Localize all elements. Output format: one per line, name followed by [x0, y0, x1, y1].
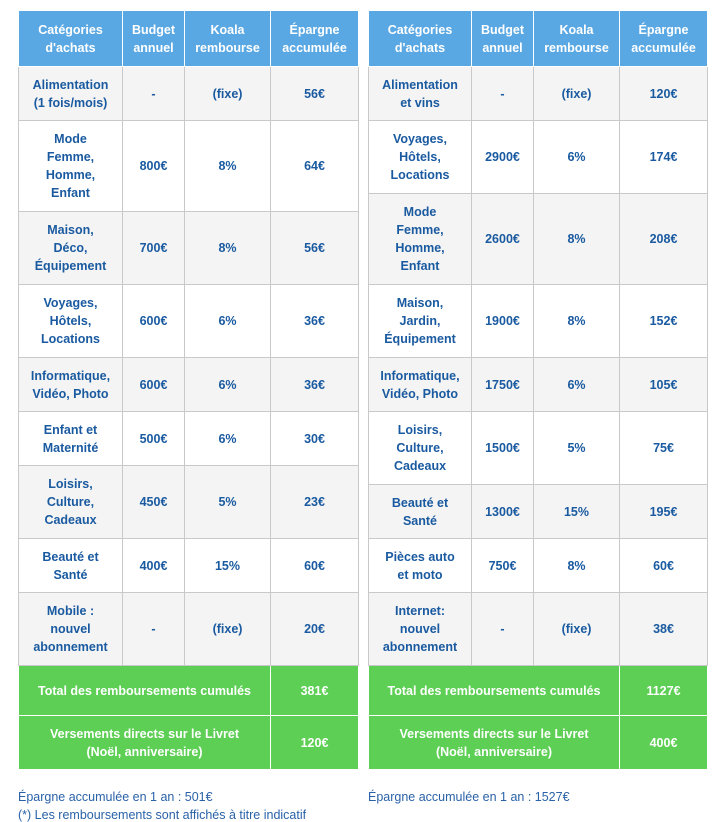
rate-cell: 6%: [185, 412, 271, 466]
category-cell: Maison, Jardin, Équipement: [369, 285, 472, 358]
table-row: [19, 466, 359, 539]
table-row: [369, 358, 708, 412]
budget-cell: 500€: [123, 412, 185, 466]
category-cell: Mobile : nouvel abonnement: [19, 593, 123, 666]
rate-cell: 5%: [534, 412, 620, 485]
savings-cell: 20€: [271, 593, 359, 666]
header-savings: Épargne accumulée: [271, 11, 359, 67]
header-savings: Épargne accumulée: [620, 11, 708, 67]
rate-cell: 8%: [534, 285, 620, 358]
table-row: [369, 485, 708, 539]
rate-cell: (fixe): [534, 67, 620, 121]
rate-cell: 8%: [185, 212, 271, 285]
header-budget: Budget annuel: [123, 11, 185, 67]
category-cell: Informatique, Vidéo, Photo: [369, 358, 472, 412]
rate-cell: 6%: [185, 285, 271, 358]
rate-cell: 5%: [185, 466, 271, 539]
table-row: [19, 212, 359, 285]
savings-cell: 195€: [620, 485, 708, 539]
header-category: Catégories d'achats: [19, 11, 123, 67]
savings-cell: 75€: [620, 412, 708, 485]
savings-cell: 152€: [620, 285, 708, 358]
rate-cell: 6%: [185, 358, 271, 412]
header-koala: Koala rembourse: [534, 11, 620, 67]
budget-cell: -: [472, 67, 534, 121]
category-cell: Pièces auto et moto: [369, 539, 472, 593]
right-savings-table: [368, 10, 708, 770]
category-cell: Enfant et Maternité: [19, 412, 123, 466]
savings-cell: 120€: [620, 67, 708, 121]
deposit-label: Versements directs sur le Livret (Noël, anniversaire): [19, 716, 271, 770]
budget-cell: -: [123, 67, 185, 121]
table-row: [19, 539, 359, 593]
category-cell: Beauté et Santé: [19, 539, 123, 593]
total-row: [19, 666, 359, 716]
savings-cell: 23€: [271, 466, 359, 539]
table-row: [19, 412, 359, 466]
budget-cell: 450€: [123, 466, 185, 539]
savings-cell: 60€: [271, 539, 359, 593]
category-cell: Loisirs, Culture, Cadeaux: [369, 412, 472, 485]
table-row: [19, 67, 359, 121]
category-cell: Voyages, Hôtels, Locations: [369, 121, 472, 194]
right-table-body: [369, 67, 708, 770]
table-row: [369, 593, 708, 666]
budget-cell: 700€: [123, 212, 185, 285]
table-row: [19, 358, 359, 412]
category-cell: Alimentation (1 fois/mois): [19, 67, 123, 121]
rate-cell: 15%: [185, 539, 271, 593]
rate-cell: 6%: [534, 121, 620, 194]
left-summary: Épargne accumulée en 1 an : 501€: [18, 790, 213, 804]
budget-cell: 800€: [123, 121, 185, 212]
budget-cell: 600€: [123, 358, 185, 412]
deposit-value: 400€: [620, 716, 708, 770]
savings-cell: 30€: [271, 412, 359, 466]
table-row: [369, 67, 708, 121]
deposit-value: 120€: [271, 716, 359, 770]
rate-cell: (fixe): [534, 593, 620, 666]
category-cell: Mode Femme, Homme, Enfant: [19, 121, 123, 212]
budget-cell: 600€: [123, 285, 185, 358]
savings-cell: 38€: [620, 593, 708, 666]
budget-cell: 400€: [123, 539, 185, 593]
rate-cell: (fixe): [185, 67, 271, 121]
budget-cell: 1750€: [472, 358, 534, 412]
rate-cell: 8%: [534, 539, 620, 593]
table-row: [19, 121, 359, 212]
category-cell: Maison, Déco, Équipement: [19, 212, 123, 285]
budget-cell: 1300€: [472, 485, 534, 539]
left-savings-table: [18, 10, 359, 770]
budget-cell: 750€: [472, 539, 534, 593]
savings-cell: 64€: [271, 121, 359, 212]
table-header-row: [369, 11, 708, 67]
deposit-label: Versements directs sur le Livret (Noël, anniversaire): [369, 716, 620, 770]
category-cell: Voyages, Hôtels, Locations: [19, 285, 123, 358]
right-summary: Épargne accumulée en 1 an : 1527€: [368, 790, 570, 804]
rate-cell: 8%: [534, 194, 620, 285]
deposit-row: [19, 716, 359, 770]
rate-cell: (fixe): [185, 593, 271, 666]
category-cell: Informatique, Vidéo, Photo: [19, 358, 123, 412]
table-row: [369, 539, 708, 593]
budget-cell: 2600€: [472, 194, 534, 285]
table-header-row: [19, 11, 359, 67]
budget-cell: -: [472, 593, 534, 666]
category-cell: Internet: nouvel abonnement: [369, 593, 472, 666]
budget-cell: -: [123, 593, 185, 666]
savings-cell: 60€: [620, 539, 708, 593]
savings-cell: 105€: [620, 358, 708, 412]
table-row: [369, 121, 708, 194]
rate-cell: 6%: [534, 358, 620, 412]
total-label: Total des remboursements cumulés: [369, 666, 620, 716]
savings-cell: 36€: [271, 285, 359, 358]
category-cell: Beauté et Santé: [369, 485, 472, 539]
savings-cell: 56€: [271, 212, 359, 285]
table-row: [19, 593, 359, 666]
table-row: [19, 285, 359, 358]
table-row: [369, 412, 708, 485]
budget-cell: 1500€: [472, 412, 534, 485]
rate-cell: 15%: [534, 485, 620, 539]
savings-cell: 174€: [620, 121, 708, 194]
budget-cell: 2900€: [472, 121, 534, 194]
total-value: 381€: [271, 666, 359, 716]
left-table-body: [19, 67, 359, 770]
savings-cell: 208€: [620, 194, 708, 285]
rate-cell: 8%: [185, 121, 271, 212]
category-cell: Mode Femme, Homme, Enfant: [369, 194, 472, 285]
total-label: Total des remboursements cumulés: [19, 666, 271, 716]
header-category: Catégories d'achats: [369, 11, 472, 67]
budget-cell: 1900€: [472, 285, 534, 358]
table-row: [369, 194, 708, 285]
total-row: [369, 666, 708, 716]
footnote: (*) Les remboursements sont affichés à titre indicatif: [18, 808, 307, 822]
savings-cell: 36€: [271, 358, 359, 412]
savings-cell: 56€: [271, 67, 359, 121]
header-koala: Koala rembourse: [185, 11, 271, 67]
deposit-row: [369, 716, 708, 770]
header-budget: Budget annuel: [472, 11, 534, 67]
table-row: [369, 285, 708, 358]
category-cell: Loisirs, Culture, Cadeaux: [19, 466, 123, 539]
category-cell: Alimentation et vins: [369, 67, 472, 121]
total-value: 1127€: [620, 666, 708, 716]
